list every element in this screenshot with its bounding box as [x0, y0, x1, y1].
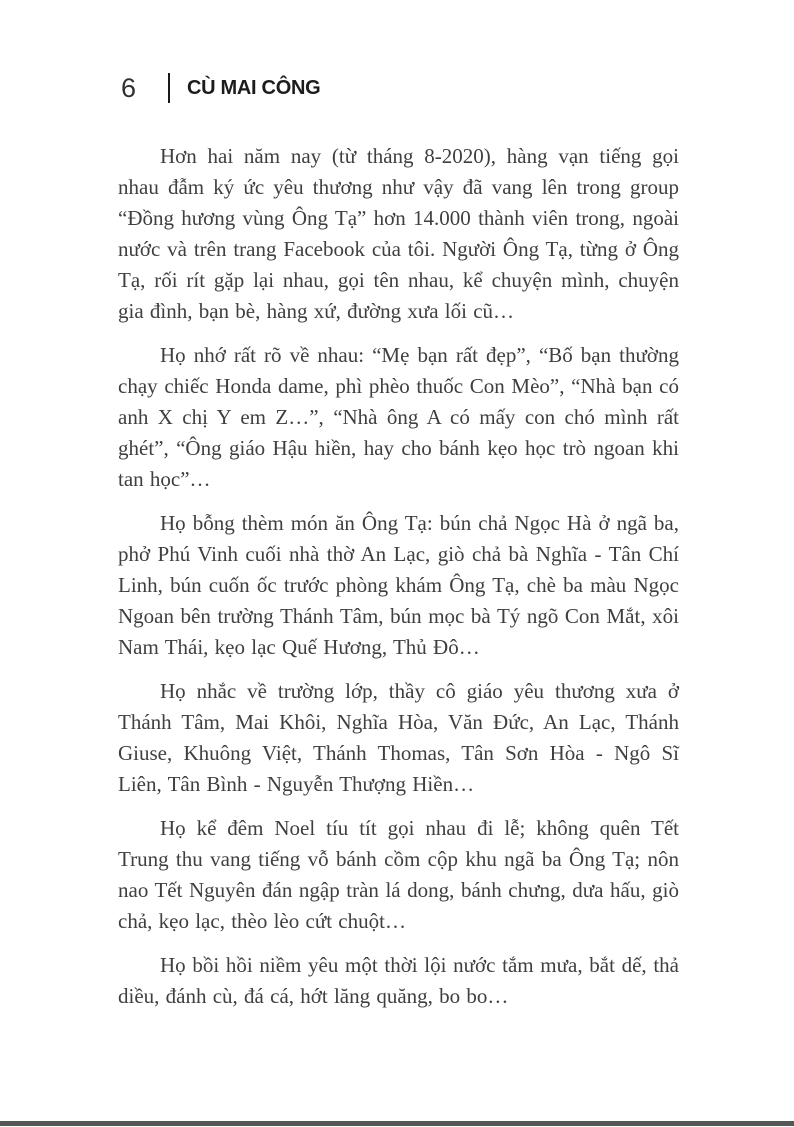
page-number: 6: [121, 73, 137, 103]
paragraph: Họ nhắc về trường lớp, thầy cô giáo yêu thương xưa ở Thánh Tâm, Mai Khôi, Nghĩa Hòa, Văn Đức, An Lạc, Thánh Giuse, Khuông Việt, Thánh Thomas, Tân Sơn Hòa - Ngô Sĩ Liên, Tân Bình - Nguyễn Thượng Hiền…: [118, 679, 679, 796]
header-divider: [168, 73, 170, 103]
running-title: CÙ MAI CÔNG: [187, 76, 321, 99]
footer-bar: [0, 1121, 794, 1126]
page-header: [121, 72, 320, 104]
paragraph: Họ kể đêm Noel tíu tít gọi nhau đi lễ; không quên Tết Trung thu vang tiếng vỗ bánh cồm cộp khu ngã ba Ông Tạ; nôn nao Tết Nguyên đán ngập tràn lá dong, bánh chưng, dưa hấu, giò chả, kẹo lạc, thèo lèo cứt chuột…: [118, 816, 679, 933]
paragraph: Họ nhớ rất rõ về nhau: “Mẹ bạn rất đẹp”, “Bố bạn thường chạy chiếc Honda dame, phì phèo thuốc Con Mèo”, “Nhà bạn có anh X chị Y em Z…”, “Nhà ông A có mấy con chó mình rất ghét”, “Ông giáo Hậu hiền, hay cho bánh kẹo học trò ngoan khi tan học”…: [118, 343, 679, 491]
paragraph: Họ bồi hồi niềm yêu một thời lội nước tắm mưa, bắt dế, thả diều, đánh cù, đá cá, hớt lăng quăng, bo bo…: [118, 953, 679, 1008]
paragraph: Hơn hai năm nay (từ tháng 8-2020), hàng vạn tiếng gọi nhau đẫm ký ức yêu thương như vậy đã vang lên trong group “Đồng hương vùng Ông Tạ” hơn 14.000 thành viên trong, ngoài nước và trên trang Facebook của tôi. Người Ông Tạ, từng ở Ông Tạ, rối rít gặp lại nhau, gọi tên nhau, kể chuyện mình, chuyện gia đình, bạn bè, hàng xứ, đường xưa lối cũ…: [118, 144, 679, 323]
page-body: [118, 141, 679, 1025]
paragraph: Họ bỗng thèm món ăn Ông Tạ: bún chả Ngọc Hà ở ngã ba, phở Phú Vinh cuối nhà thờ An Lạc, giò chả bà Nghĩa - Tân Chí Linh, bún cuốn ốc trước phòng khám Ông Tạ, chè ba màu Ngọc Ngoan bên trường Thánh Tâm, bún mọc bà Tý ngõ Con Mắt, xôi Nam Thái, kẹo lạc Quế Hương, Thủ Đô…: [118, 511, 679, 659]
